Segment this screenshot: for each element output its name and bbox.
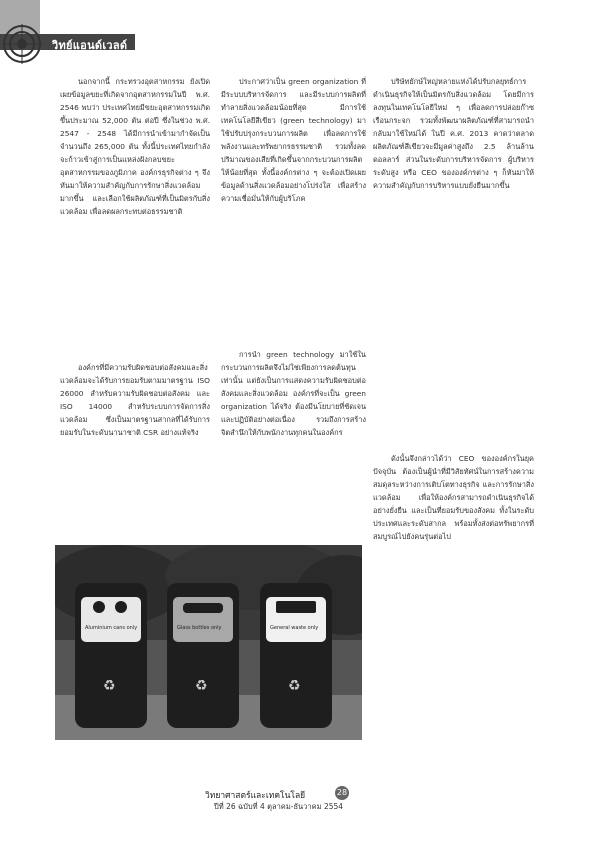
bin-label-3: General waste only [270, 625, 319, 631]
paragraph: ดังนั้นจึงกล่าวได้ว่า CEO ขององค์กรในยุคปัจจุบัน ต้องเป็นผู้นำที่มีวิสัยทัศน์ในการสร้างความสมดุลระหว่างการเติบโตทางธุรกิจ และการรักษาสิ่งแวดล้อม เพื่อให้องค์กรสามารถดำเนินธุรกิจได้อย่างยั่งยืน และเป็นที่ยอมรับของสังคม ทั้งในระดับประเทศและระดับสากล พร้อมทั้งส่งต่อทรัพยากรที่สมบูรณ์ไปยังคนรุ่นต่อไป [373, 454, 534, 541]
bin-label-2: Glass bottles only [177, 625, 222, 631]
svg-text:♻: ♻ [288, 678, 301, 694]
text-column-1 [60, 75, 210, 540]
paragraph: ประกาศว่าเป็น green organization ที่มีระบบบริหารจัดการ และมีระบบการผลิตที่ทำลายสิ่งแวดล้อมน้อยที่สุด มีการใช้เทคโนโลยีสีเขียว (green technology) มาใช้ปรับปรุงกระบวนการผลิต เพื่อลดการใช้พลังงานและทรัพยากรธรรมชาติ รวมทั้งลดปริมาณของเสียที่เกิดขึ้นจากกระบวนการผลิตให้น้อยที่สุด ทั้งนี้องค์กรต่าง ๆ จะต้องเปิดเผยข้อมูลด้านสิ่งแวดล้อมอย่างโปร่งใส เพื่อสร้างความเชื่อมั่นให้กับผู้บริโภค [221, 77, 366, 203]
issue-info: ปีที่ 26 ฉบับที่ 4 ตุลาคม-ธันวาคม 2554 [214, 802, 344, 811]
text-column-3 [373, 75, 534, 745]
page-number: 28 [335, 786, 349, 800]
text-column-2 [221, 75, 366, 540]
magazine-title: วิทยาศาสตร์และเทคโนโลยี [205, 791, 306, 801]
section-title: วิทย์แอนด์เวลด์ [52, 39, 128, 52]
paragraph: การนำ green technology มาใช้ในกระบวนการผลิตจึงไม่ใช่เพียงการลดต้นทุนเท่านั้น แต่ยังเป็นการแสดงความรับผิดชอบต่อสังคมและสิ่งแวดล้อม องค์กรที่จะเป็น green organization ได้จริง ต้องมีนโยบายที่ชัดเจน และปฏิบัติอย่างต่อเนื่อง รวมถึงการสร้างจิตสำนึกให้กับพนักงานทุกคนในองค์กร [221, 350, 366, 437]
bin-label-1: Aluminium cans only [85, 625, 138, 631]
target-logo-icon [2, 24, 42, 64]
svg-text:♻: ♻ [103, 678, 116, 694]
recycling-bins-photo [55, 545, 362, 740]
paragraph: นอกจากนี้ กระทรวงอุตสาหกรรม ยังเปิดเผยข้อมูลขยะที่เกิดจากอุตสาหกรรมในปี พ.ศ. 2546 พบว่า ประเทศไทยมีขยะอุตสาหกรรมเกิดขึ้นประมาณ 52,000 ตัน ต่อปี ซึ่งในช่วง พ.ศ. 2547 - 2548 ได้มีการนำเข้ามากำจัดเป็นจำนวนถึง 265,000 ตัน ทั้งนี้ประเทศไทยกำลังจะก้าวเข้าสู่การเป็นแหล่งฝังกลบขยะอุตสาหกรรมของภูมิภาค องค์กรธุรกิจต่าง ๆ จึงหันมาให้ความสำคัญกับการรักษาสิ่งแวดล้อมมากขึ้น และเลือกใช้ผลิตภัณฑ์ที่เป็นมิตรกับสิ่งแวดล้อม เพื่อลดผลกระทบต่อธรรมชาติ [60, 77, 210, 216]
paragraph: บริษัทยักษ์ใหญ่หลายแห่งได้ปรับกลยุทธ์การดำเนินธุรกิจให้เป็นมิตรกับสิ่งแวดล้อม โดยมีการลงทุนในเทคโนโลยีใหม่ ๆ เพื่อลดการปล่อยก๊าซเรือนกระจก รวมทั้งพัฒนาผลิตภัณฑ์ที่สามารถนำกลับมาใช้ใหม่ได้ ในปี ค.ศ. 2013 คาดว่าตลาดผลิตภัณฑ์สีเขียวจะมีมูลค่าสูงถึง 2.5 ล้านล้านดอลลาร์ ส่วนในระดับการบริหารจัดการ ผู้บริหารระดับสูง หรือ CEO ขององค์กรต่าง ๆ ก็หันมาให้ความสำคัญกับการบริหารแบบยั่งยืนมากขึ้น [373, 77, 534, 190]
paragraph: องค์กรที่มีความรับผิดชอบต่อสังคมและสิ่งแวดล้อมจะได้รับการยอมรับตามมาตรฐาน ISO 26000 สำหรับความรับผิดชอบต่อสังคม และ ISO 14000 สำหรับระบบการจัดการสิ่งแวดล้อม ซึ่งเป็นมาตรฐานสากลที่ได้รับการยอมรับในระดับนานาชาติ CSR อย่างแท้จริง [60, 363, 210, 437]
svg-text:♻: ♻ [195, 678, 208, 694]
